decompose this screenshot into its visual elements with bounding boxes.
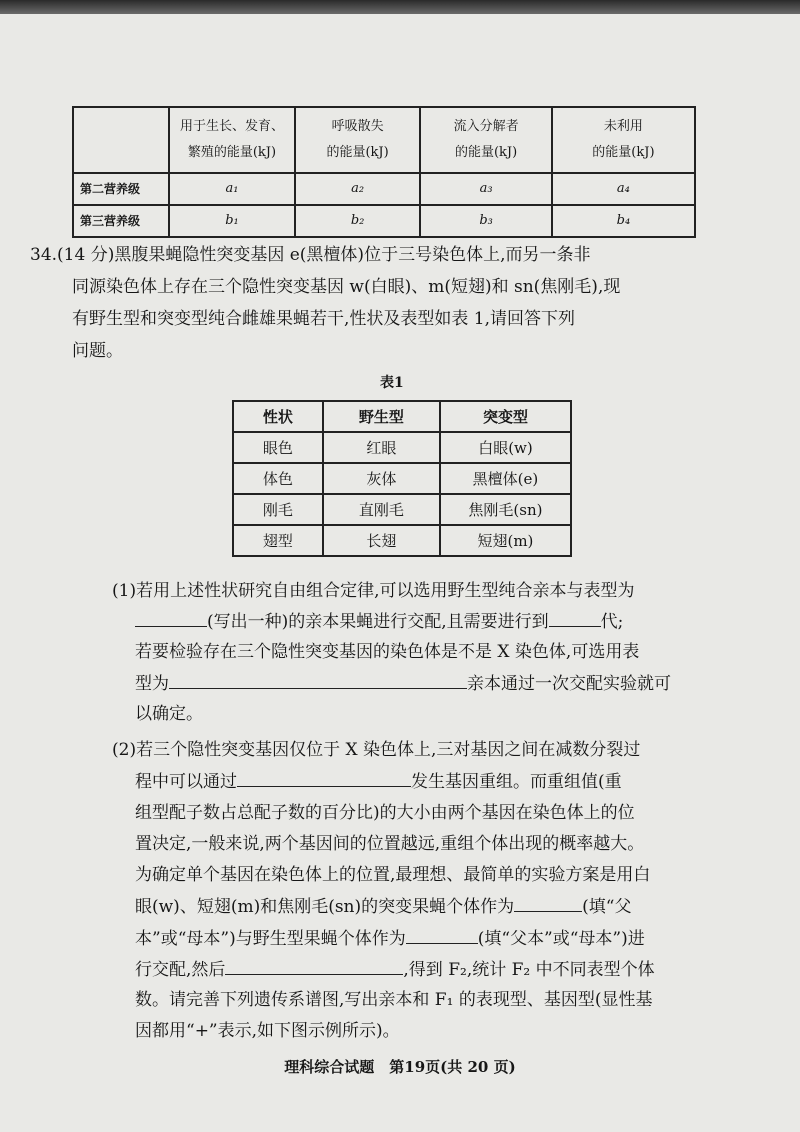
part2-line-9: 数。请完善下列遗传系谱图,写出亲本和 F₁ 的表现型、基因型(显性基 [135, 990, 653, 1010]
answer-blank-mutant-sex[interactable] [514, 891, 582, 912]
energy-cell: b₄ [552, 205, 695, 237]
q34-intro-line-1: 34.(14 分)黑腹果蝇隐性突变基因 e(黑檀体)位于三号染色体上,而另一条非 [30, 245, 591, 265]
q34-intro-line-2: 同源染色体上存在三个隐性突变基因 w(白眼)、m(短翅)和 sn(焦刚毛),现 [72, 277, 621, 297]
energy-header-respiration: 呼吸散失 的能量(kJ) [295, 107, 421, 173]
trait-cell: 长翅 [323, 525, 440, 556]
energy-cell: b₃ [420, 205, 551, 237]
trait-cell: 直刚毛 [323, 494, 440, 525]
energy-row-label: 第二营养级 [73, 173, 169, 205]
part2-line-2: 程中可以通过 发生基因重组。而重组值(重 [135, 766, 622, 798]
energy-header-decomposer: 流入分解者 的能量(kJ) [420, 107, 551, 173]
part1-line-2: (写出一种)的亲本果蝇进行交配,且需要进行到 代; [135, 606, 623, 638]
trait-cell: 翅型 [233, 525, 323, 556]
page-footer: 理科综合试题 第19页(共 20 页) [284, 1058, 516, 1076]
answer-blank-phenotype[interactable] [135, 606, 207, 627]
trait-row [233, 494, 571, 525]
answer-blank-generation[interactable] [549, 606, 601, 627]
energy-cell: b₂ [295, 205, 421, 237]
part1-line-4: 型为 亲本通过一次交配实验就可 [135, 668, 671, 700]
table1-caption: 表1 [380, 375, 404, 391]
trait-row [233, 463, 571, 494]
energy-row-label: 第三营养级 [73, 205, 169, 237]
trait-row [233, 432, 571, 463]
trait-header: 突变型 [440, 401, 571, 432]
energy-table [72, 106, 696, 238]
answer-blank-recombination[interactable] [237, 766, 411, 787]
energy-cell: a₃ [420, 173, 551, 205]
energy-cell: a₄ [552, 173, 695, 205]
trait-cell: 黑檀体(e) [440, 463, 571, 494]
trait-cell: 刚毛 [233, 494, 323, 525]
energy-cell: a₂ [295, 173, 421, 205]
trait-cell: 白眼(w) [440, 432, 571, 463]
energy-header-growth: 用于生长、发育、 繁殖的能量(kJ) [169, 107, 295, 173]
trait-cell: 红眼 [323, 432, 440, 463]
answer-blank-parent-phenotype[interactable] [169, 668, 467, 689]
trait-header: 野生型 [323, 401, 440, 432]
part1-line-1: (1)若用上述性状研究自由组合定律,可以选用野生型纯合亲本与表型为 [112, 581, 635, 601]
trait-cell: 体色 [233, 463, 323, 494]
part2-line-1: (2)若三个隐性突变基因仅位于 X 染色体上,三对基因之间在减数分裂过 [112, 740, 641, 760]
energy-cell: a₁ [169, 173, 295, 205]
answer-blank-wildtype-sex[interactable] [406, 923, 478, 944]
part2-line-6: 眼(w)、短翅(m)和焦刚毛(sn)的突变果蝇个体作为 (填“父 [135, 891, 631, 923]
energy-table-corner [73, 107, 169, 173]
trait-cell: 眼色 [233, 432, 323, 463]
answer-blank-next-step[interactable] [225, 954, 403, 975]
trait-cell: 焦刚毛(sn) [440, 494, 571, 525]
energy-cell: b₁ [169, 205, 295, 237]
energy-header-unused: 未利用 的能量(kJ) [552, 107, 695, 173]
part2-line-10: 因都用“+”表示,如下图示例所示)。 [135, 1021, 400, 1041]
q34-intro-line-4: 问题。 [72, 341, 123, 361]
energy-row-third-level [73, 205, 695, 237]
part2-line-4: 置决定,一般来说,两个基因间的位置越远,重组个体出现的概率越大。 [135, 834, 645, 854]
energy-row-second-level [73, 173, 695, 205]
q34-intro-line-3: 有野生型和突变型纯合雌雄果蝇若干,性状及表型如表 1,请回答下列 [72, 309, 576, 329]
part2-line-3: 组型配子数占总配子数的百分比)的大小由两个基因在染色体上的位 [135, 803, 635, 823]
part1-line-5: 以确定。 [135, 704, 203, 724]
part2-line-8: 行交配,然后 ,得到 F₂,统计 F₂ 中不同表型个体 [135, 954, 655, 986]
trait-cell: 短翅(m) [440, 525, 571, 556]
trait-row [233, 525, 571, 556]
part2-line-5: 为确定单个基因在染色体上的位置,最理想、最简单的实验方案是用白 [135, 865, 651, 885]
trait-table [232, 400, 572, 557]
trait-header: 性状 [233, 401, 323, 432]
trait-cell: 灰体 [323, 463, 440, 494]
part2-line-7: 本”或“母本”)与野生型果蝇个体作为 (填“父本”或“母本”)进 [135, 923, 645, 955]
part1-line-3: 若要检验存在三个隐性突变基因的染色体是不是 X 染色体,可选用表 [135, 642, 640, 662]
